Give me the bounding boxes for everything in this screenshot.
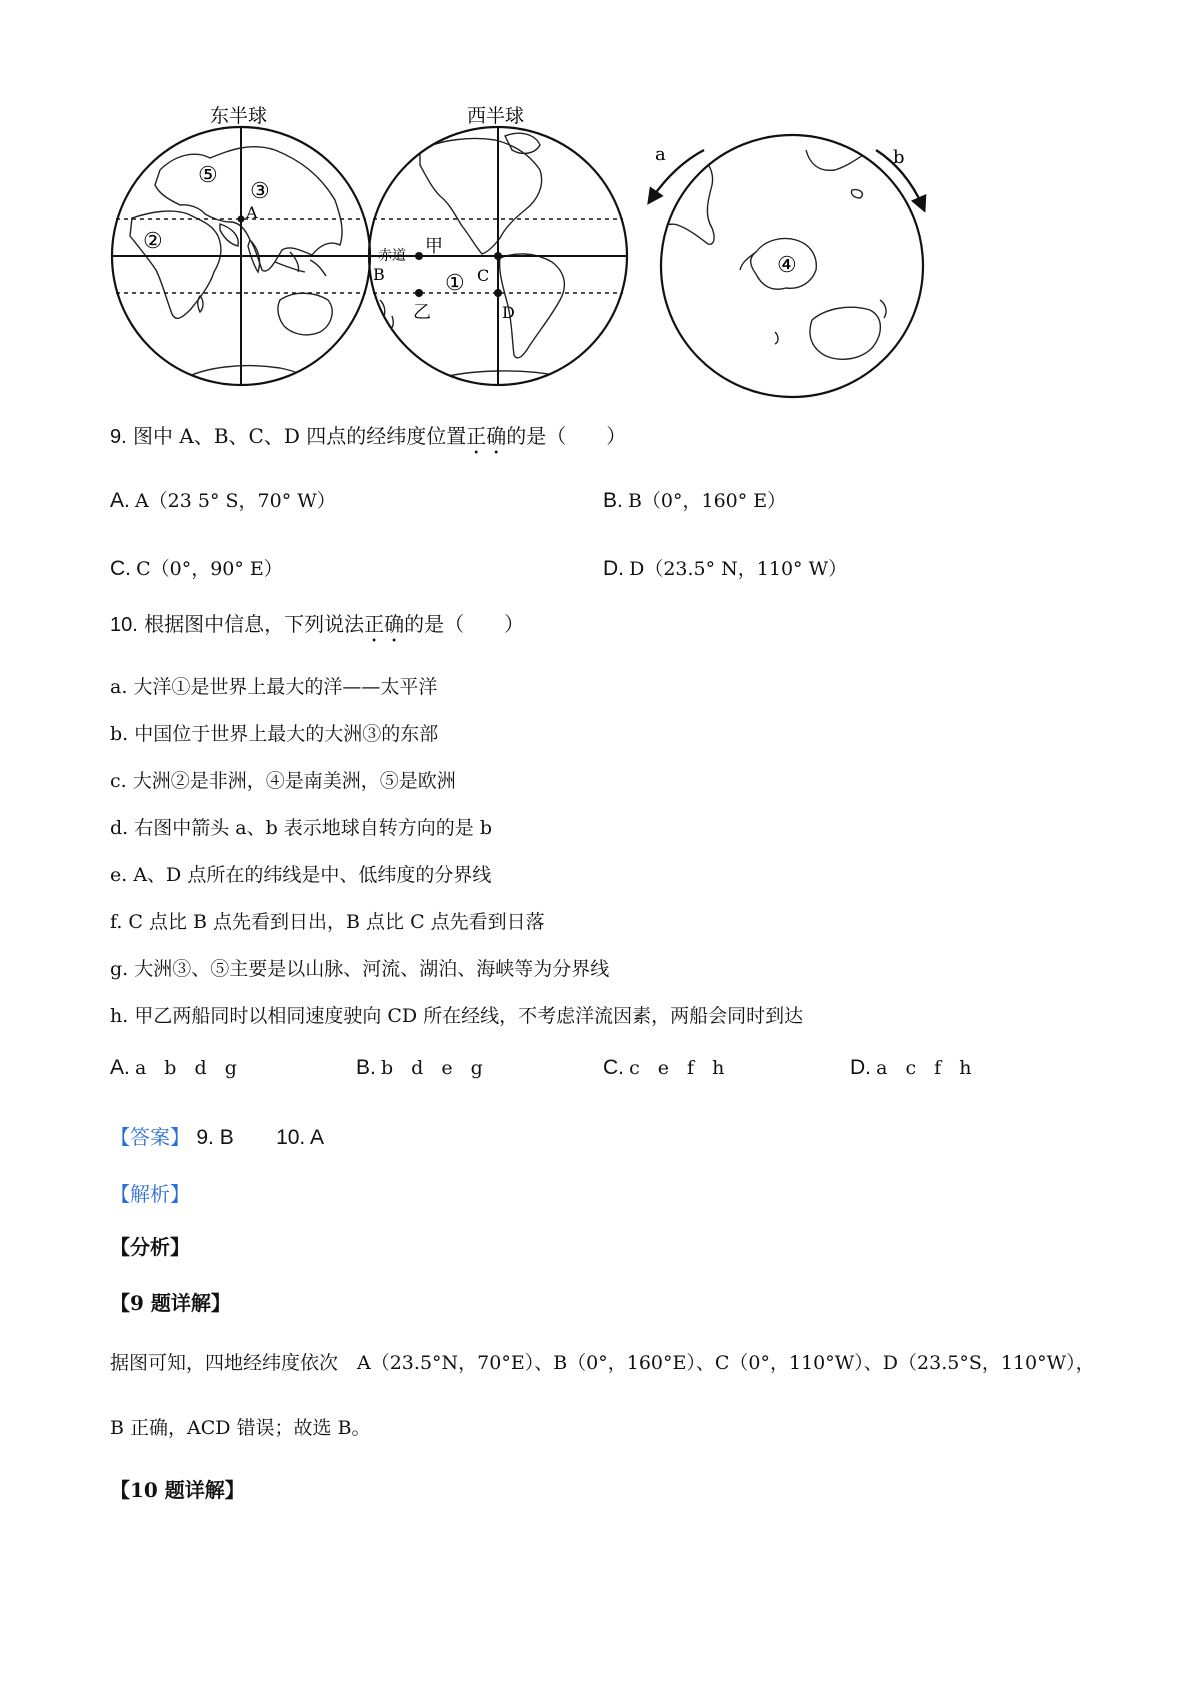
answer-line [110,1121,324,1150]
label-a-point: A [246,203,258,222]
q9-option-d[interactable]: D. D（23.5° N，110° W） [603,557,848,580]
east-hemisphere-label: 东半球 [210,105,268,127]
west-hemisphere-label: 西半球 [467,105,525,127]
label-equator-right: 赤道 [378,248,406,264]
q9-stem-before: 图中 A、B、C、D 四点的经纬度位置 [133,424,467,448]
q10-number: 10. [110,614,138,636]
label-arrow-b: b [893,147,905,168]
label-continent-3: ③ [250,179,270,204]
q10-option-c[interactable]: C. c e f h [603,1056,731,1079]
label-c-point: C [477,266,490,285]
q10-statement-d: d. 右图中箭头 a、b 表示地球自转方向的是 b [110,817,493,839]
answer-tag: 【答案】 [110,1125,190,1149]
q10-statement-b: b. 中国位于世界上最大的大洲③的东部 [110,723,439,745]
label-yi: 乙 [413,302,431,323]
q9-option-c[interactable]: C. C（0°，90° E） [110,557,283,580]
q9-option-a[interactable]: A. A（23 5° S，70° W） [110,489,336,512]
label-b-point: B [373,265,385,284]
q10-stem-dotted: 正确 [364,612,405,636]
answer-10: 10. A [276,1126,324,1149]
q9-detail-line1: 据图可知，四地经纬度依次 A（23.5°N，70°E）、B（0°，160°E）、C（0°，110°W）、D（23.5°S，110°W）， [110,1352,1095,1374]
q9-number: 9. [110,426,127,448]
hemisphere-figure [0,0,1200,420]
label-d-point: D [502,303,515,322]
q10-option-a[interactable]: A. a b d g [110,1056,243,1079]
label-jia: 甲 [425,236,443,257]
label-continent-5: ⑤ [198,163,218,188]
q10-option-b[interactable]: B. b d e g [356,1056,489,1079]
q10-statement-f: f. C 点比 B 点先看到日出，B 点比 C 点先看到日落 [110,911,545,933]
q9-detail-title: 【9 题详解】 [110,1291,231,1315]
answer-9: 9. B [196,1126,234,1149]
q10-stem-before: 根据图中信息，下列说法 [144,612,365,636]
analysis-tag: 【解析】 [110,1182,190,1206]
q9-detail-line2: B 正确，ACD 错误；故选 B。 [110,1417,371,1439]
q10-statement-g: g. 大洲③、⑤主要是以山脉、河流、湖泊、海峡等为分界线 [110,958,610,980]
q10-stem [110,608,524,647]
q10-detail-title: 【10 题详解】 [110,1478,245,1502]
q10-statement-e: e. A、D 点所在的纬线是中、低纬度的分界线 [110,864,492,886]
q10-stem-after: 的是（ ） [404,612,525,636]
q10-statement-h: h. 甲乙两船同时以相同速度驶向 CD 所在经线，不考虑洋流因素，两船会同时到达 [110,1005,804,1027]
east-hemisphere-map [112,127,370,385]
q9-stem-after: 的是（ ） [506,424,627,448]
q9-stem [110,420,626,459]
label-continent-2: ② [143,229,163,254]
q10-option-d[interactable]: D. a c f h [850,1056,978,1079]
q10-statement-a: a. 大洋①是世界上最大的洋——太平洋 [110,676,438,698]
label-arrow-a: a [655,144,666,165]
q10-statement-c: c. 大洲②是非洲，④是南美洲，⑤是欧洲 [110,770,456,792]
label-continent-4: ④ [777,253,797,278]
q9-stem-dotted: 正确 [466,424,507,448]
analysis-fenxi: 【分析】 [110,1235,190,1259]
q9-option-b[interactable]: B. B（0°，160° E） [603,489,787,512]
label-ocean-1: ① [445,271,465,296]
west-hemisphere-map [369,127,627,385]
